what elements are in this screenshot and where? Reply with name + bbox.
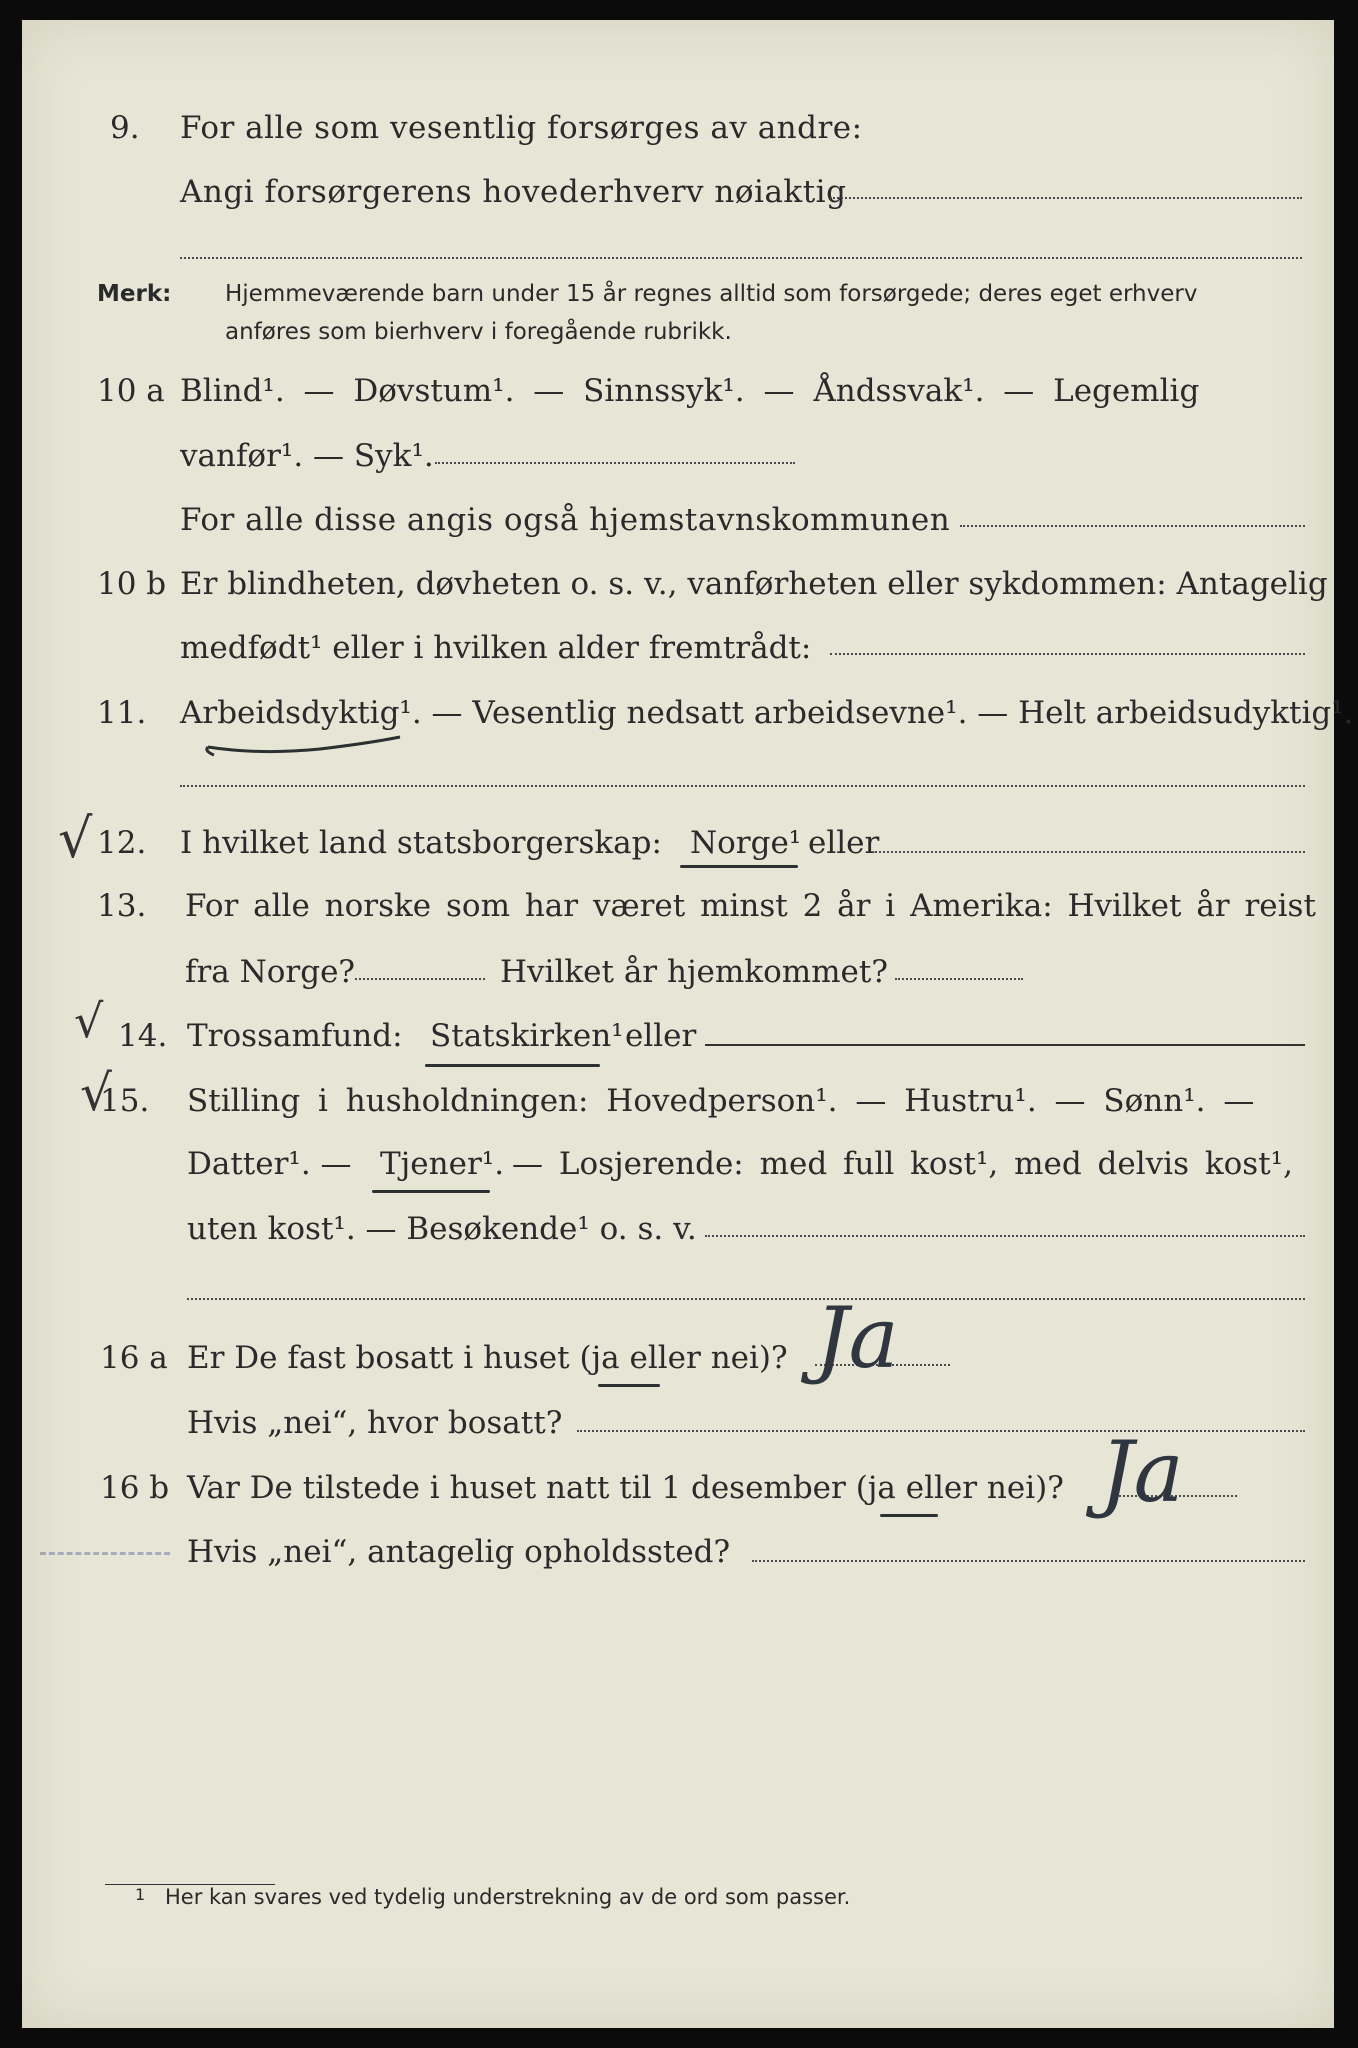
q14-underline-mark — [425, 1064, 600, 1067]
q10b-row — [0, 556, 1358, 612]
q14-number: 14. — [118, 1018, 168, 1054]
q9-row — [0, 100, 1358, 156]
q13-text-2b: Hvilket år hjemkommet? — [500, 954, 888, 990]
q13-number: 13. — [97, 888, 147, 924]
q12-row — [0, 815, 1358, 871]
q16a-text-2: Hvis „nei“, hvor bosatt? — [187, 1405, 563, 1441]
q12-number: 12. — [97, 825, 147, 861]
q12-answer-line[interactable] — [875, 851, 1305, 853]
checkmark-icon: √ — [58, 807, 93, 870]
q10a-text: Blind¹. — Døvstum¹. — Sinnssyk¹. — Åndssvak¹. — Legemlig — [180, 373, 1200, 409]
q16a-underline-mark — [598, 1384, 660, 1387]
q12-underline-mark — [680, 865, 798, 868]
q12-text: I hvilket land statsborgerskap: — [180, 825, 662, 861]
q9-text: For alle som vesentlig forsørges av andre: — [180, 110, 863, 146]
q13-return-line[interactable] — [895, 978, 1023, 980]
q14-option-statskirken[interactable]: Statskirken¹ — [430, 1018, 624, 1054]
q10b-answer-line[interactable] — [830, 653, 1305, 655]
q16b-number: 16 b — [100, 1470, 170, 1506]
q9-row-2 — [0, 164, 1358, 220]
q13-row — [0, 878, 1358, 934]
q10a-text-3: For alle disse angis også hjemstavnskommunen — [180, 502, 951, 538]
q15-text-3: uten kost¹. — Besøkende¹ o. s. v. — [187, 1211, 697, 1247]
q15-number: 15. — [100, 1083, 150, 1119]
q10a-row-3 — [0, 492, 1358, 548]
q10a-row — [0, 363, 1358, 419]
q10a-row-2 — [0, 428, 1358, 484]
q10b-row-2 — [0, 620, 1358, 676]
merk-text-2: anføres som bierhverv i foregående rubrikk. — [225, 319, 732, 345]
merk-text-1: Hjemmeværende barn under 15 år regnes alltid som forsørgede; deres eget erhverv — [225, 281, 1198, 307]
q16b-underline-mark — [880, 1514, 938, 1517]
q9-text-2: Angi forsørgerens hovederhverv nøiaktig — [180, 174, 847, 210]
q10a-number: 10 a — [97, 373, 165, 409]
q13-departure-line[interactable] — [355, 978, 485, 980]
q15-option-tjener[interactable]: Tjener¹. — [380, 1146, 505, 1182]
q11-answer-line[interactable] — [180, 785, 1305, 787]
q11-underline-mark — [200, 725, 410, 760]
q12-option-norge[interactable]: Norge¹ — [690, 825, 802, 861]
q15-answer-line[interactable] — [705, 1235, 1305, 1237]
footnote — [135, 1885, 850, 1909]
q9-answer-line-2[interactable] — [180, 257, 1302, 259]
q10a-hometown-line[interactable] — [960, 525, 1305, 527]
q11-number: 11. — [97, 695, 147, 731]
q11-text: Arbeidsdyktig¹. — Vesentlig nedsatt arbeidsevne¹. — Helt arbeidsudyktig¹. — [180, 695, 1354, 731]
q14-row — [0, 1008, 1358, 1064]
footnote-text: Her kan svares ved tydelig understrekning av de ord som passer. — [165, 1885, 851, 1909]
q10b-text: Er blindheten, døvheten o. s. v., vanførheten eller sykdommen: Antagelig — [180, 566, 1328, 602]
q15-text: Stilling i husholdningen: Hovedperson¹. — Hustru¹. — Sønn¹. — — [187, 1083, 1255, 1119]
margin-pencil-mark — [40, 1552, 170, 1555]
q9-number: 9. — [110, 110, 140, 146]
q10a-answer-line[interactable] — [435, 462, 795, 464]
q14-text-suffix: eller — [625, 1018, 697, 1054]
q16b-location-line[interactable] — [752, 1560, 1305, 1562]
footnote-mark: 1 — [135, 1885, 146, 1904]
q15-text-2c: — Losjerende: med full kost¹, med delvis kost¹, — [512, 1146, 1293, 1182]
q16b-text: Var De tilstede i huset natt til 1 desember (ja eller nei)? — [187, 1470, 1064, 1506]
q14-answer-line[interactable] — [705, 1044, 1305, 1046]
q10a-text-2: vanfør¹. — Syk¹. — [180, 438, 434, 474]
q15-underline-mark — [372, 1190, 490, 1193]
q15-answer-line-2[interactable] — [187, 1298, 1305, 1300]
q15-row-2 — [0, 1136, 1358, 1192]
q10b-text-2: medfødt¹ eller i hvilken alder fremtrådt: — [180, 630, 812, 666]
q13-text: For alle norske som har været minst 2 år i Amerika: Hvilket år reist — [185, 888, 1316, 924]
q10b-number: 10 b — [97, 566, 167, 602]
q16a-text: Er De fast bosatt i huset (ja eller nei)? — [187, 1340, 788, 1376]
q12-text-suffix: eller — [808, 825, 880, 861]
q13-row-2 — [0, 944, 1358, 1000]
q16a-number: 16 a — [100, 1340, 168, 1376]
q16b-row-2 — [0, 1524, 1358, 1580]
q16a-handwritten-answer: Ja — [815, 1289, 899, 1387]
q15-row-3 — [0, 1201, 1358, 1257]
q13-text-2a: fra Norge? — [185, 954, 356, 990]
q15-text-2a: Datter¹. — — [187, 1146, 352, 1182]
q16b-handwritten-answer: Ja — [1100, 1423, 1184, 1521]
q16b-text-2: Hvis „nei“, antagelig opholdssted? — [187, 1534, 731, 1570]
checkmark-icon: √ — [80, 1064, 112, 1122]
merk-label: Merk: — [97, 281, 172, 307]
checkmark-icon: √ — [74, 994, 104, 1048]
q14-text: Trossamfund: — [187, 1018, 403, 1054]
q16a-row — [0, 1330, 1358, 1386]
q15-row — [0, 1073, 1358, 1129]
q16a-location-line[interactable] — [577, 1430, 1305, 1432]
q9-answer-line[interactable] — [830, 197, 1302, 199]
